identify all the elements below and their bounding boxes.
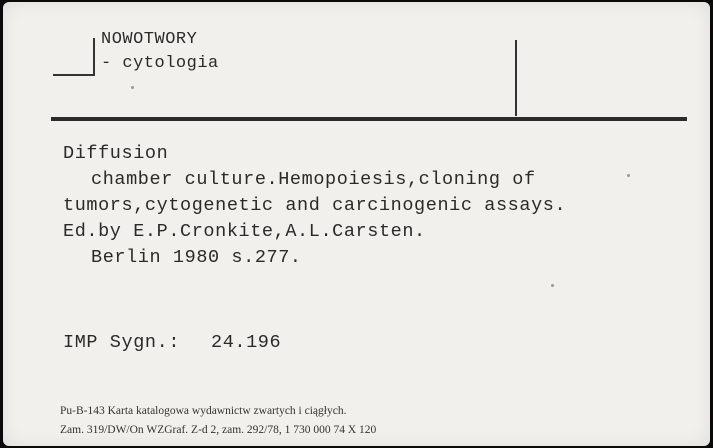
signature-label: IMP Sygn.:	[63, 332, 181, 353]
subject-heading: NOWOTWORY	[101, 30, 198, 49]
paper-speck	[131, 86, 134, 89]
paper-speck	[551, 284, 554, 287]
entry-line-2: chamber culture.Hemopoiesis,cloning of	[91, 169, 536, 190]
entry-line-3: tumors,cytogenetic and carcinogenic assays.	[63, 195, 567, 216]
entry-line-4: Ed.by E.P.Cronkite,A.L.Carsten.	[63, 221, 426, 242]
signature-value: 24.196	[211, 332, 282, 353]
paper-speck	[627, 174, 630, 177]
header-rule	[51, 117, 687, 121]
subject-subheading: - cytologia	[101, 54, 219, 73]
footer-line-1: Pu-B-143 Karta katalogowa wydawnictw zwartych i ciągłych.	[60, 405, 347, 417]
header-divider	[515, 40, 517, 116]
entry-line-5: Berlin 1980 s.277.	[91, 247, 302, 268]
bracket-mark-horizontal	[53, 74, 95, 76]
bracket-mark-vertical	[93, 38, 95, 76]
catalog-card	[3, 2, 710, 446]
entry-line-1: Diffusion	[63, 143, 169, 164]
footer-line-2: Zam. 319/DW/On WZGraf. Z-d 2, zam. 292/78, 1 730 000 74 X 120	[60, 424, 377, 436]
